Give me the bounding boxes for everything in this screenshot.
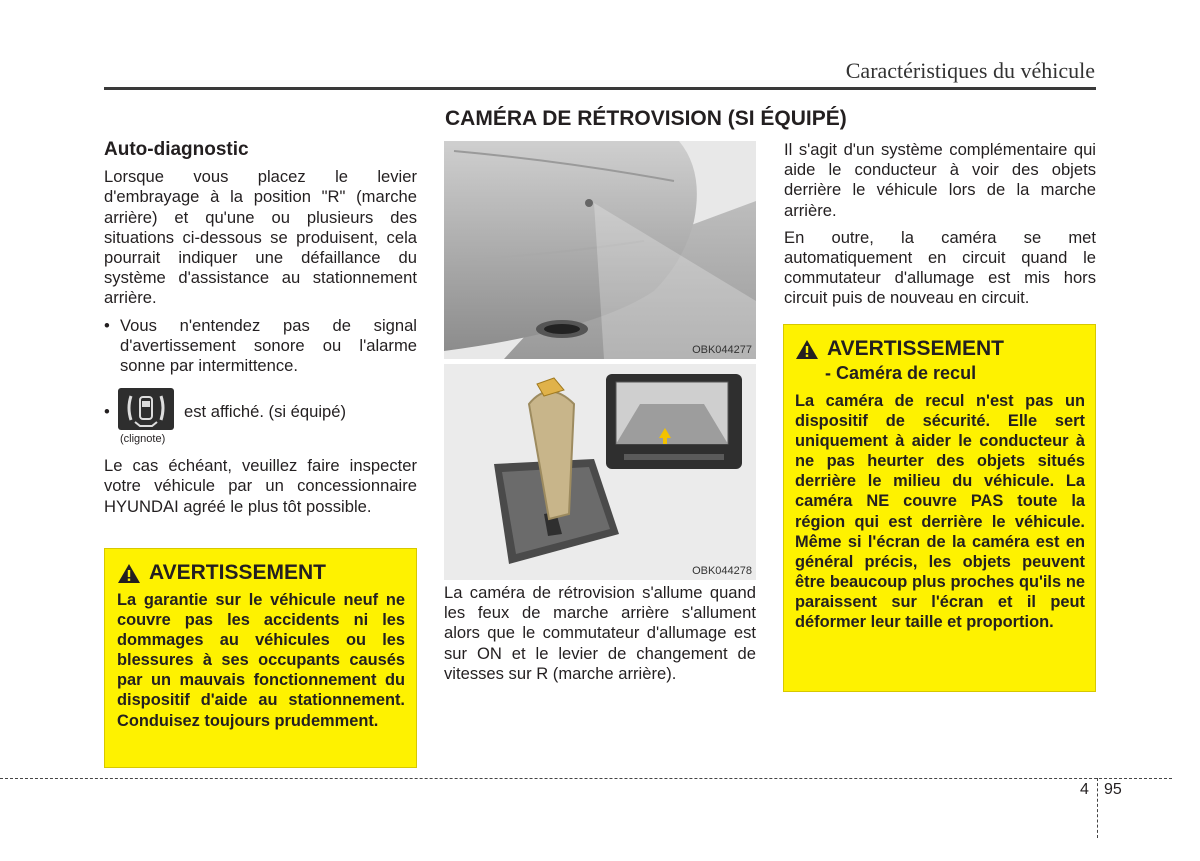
left-column [104, 140, 417, 524]
warning-text: La caméra de recul n'est pas un dispositif de sécurité. Elle sert uniquement à aider le conducteur à ne pas heurter des objets situés derrière le milieu du véhicule. La caméra NE couvre PAS toute la région qui est derrière le véhicule. Même si l'écran de la caméra est en général précis, les objets peuvent être beaucoup plus proches qu'ils ne paraissent sur l'écran et il peut déformer leur taille et proportion. [795, 392, 1085, 632]
warning-text: La garantie sur le véhicule neuf ne couvre pas les accidents ni les dommages au véhicules ou les blessures à ses occupants causés par un mauvais fonctionnement du dispositif d'aide au stationnement. Conduisez toujours prudemment. [117, 591, 405, 730]
right-column [784, 140, 1096, 316]
bullet-dot: • [104, 315, 110, 335]
page-number-divider [1097, 778, 1098, 838]
chapter-number: 4 [1080, 781, 1089, 798]
bullet-dot: • [104, 402, 110, 422]
bullet-item-2 [104, 384, 417, 450]
warning-triangle-icon [117, 563, 141, 584]
warning-title-row [117, 561, 405, 585]
warning-box-warranty [104, 548, 417, 768]
bullet-text-1: Vous n'entendez pas de signal d'avertissement sonore ou l'alarme sonne par intermittence. [120, 315, 417, 376]
page-number: 95 [1104, 781, 1122, 798]
auto-diagnostic-heading: Auto-diagnostic [104, 139, 249, 160]
middle-paragraph: La caméra de rétrovision s'allume quand les feux de marche arrière s'allument alors que le commutateur d'allumage est sur ON et le levier de changement de vitesses sur R (marche arrière). [444, 583, 756, 683]
figure-code-1: OBK044277 [692, 344, 752, 356]
gear-shifter-and-screen-illustration [444, 364, 756, 580]
footer-dashed-rule [0, 778, 1172, 779]
warning-title: AVERTISSEMENT [827, 337, 1004, 360]
header-rule [104, 87, 1096, 90]
figure-code-2: OBK044278 [692, 565, 752, 577]
right-paragraph-2: En outre, la caméra se met automatiquement en circuit quand le commutateur d'allumage est mis hors circuit puis de nouveau en circuit. [784, 227, 1096, 308]
bullet-text-2: est affiché. (si équipé) [184, 402, 347, 422]
rear-bumper-camera-photo [444, 141, 756, 359]
warning-triangle-icon [795, 339, 819, 360]
warning-title-row [795, 337, 1085, 361]
running-header: Caractéristiques du véhicule [845, 58, 1095, 83]
warning-title: AVERTISSEMENT [149, 561, 326, 584]
blink-caption: (clignote) [120, 433, 166, 446]
intro-paragraph: Lorsque vous placez le levier d'embrayage à la position "R" (marche arrière) et qu'une ou plusieurs des situations ci-dessous se produisent, cela pourrait indiquer une défaillance du système d'assistance au stationnement arrière. [104, 167, 417, 308]
section-title: CAMÉRA DE RÉTROVISION (SI ÉQUIPÉ) [445, 107, 847, 130]
warning-box-camera [783, 324, 1096, 692]
warning-subtitle: - Caméra de recul [825, 363, 977, 383]
bullet-item-1 [104, 316, 417, 377]
right-paragraph-1: Il s'agit d'un système complémentaire qui aide le conducteur à voir des objets derrière le véhicule lors de la marche arrière. [784, 140, 1096, 220]
closing-paragraph: Le cas échéant, veuillez faire inspecter votre véhicule par un concessionnaire HYUNDAI agréé le plus tôt possible. [104, 456, 417, 516]
parking-sensor-warning-icon [118, 388, 174, 430]
